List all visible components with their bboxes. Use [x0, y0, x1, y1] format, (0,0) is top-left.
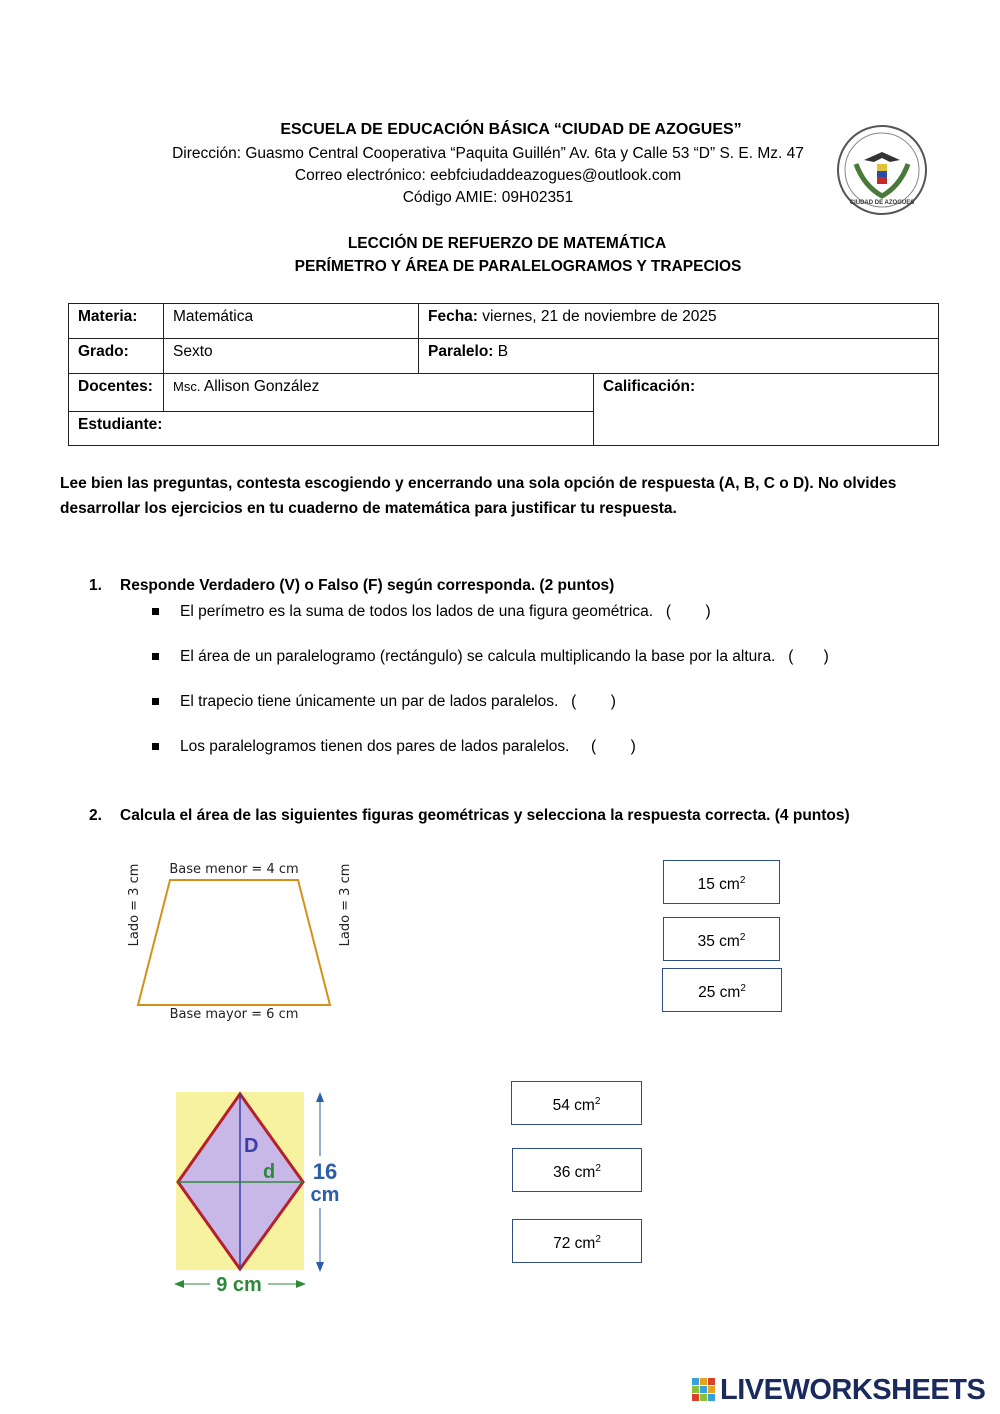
option-exponent: 2	[595, 1163, 601, 1174]
major-diagonal-label: D	[244, 1135, 259, 1157]
lado-right-label: Lado = 3 cm	[338, 863, 353, 947]
fecha-label: Fecha:	[428, 308, 478, 325]
tf-statement-2[interactable]: El área de un paralelogramo (rectángulo) se calcula multiplicando la base por la altura. ( )	[180, 648, 829, 665]
trapezoid-figure	[120, 855, 360, 1025]
tf-statement-3[interactable]: El trapecio tiene únicamente un par de lados paralelos. ( )	[180, 693, 616, 710]
question-2-title: Calcula el área de las siguientes figuras geométricas y selecciona la respuesta correcta. (4 puntos)	[120, 807, 850, 824]
docentes-value: Allison González	[200, 378, 320, 395]
width-label: 9 cm	[216, 1274, 262, 1296]
docentes-prefix: Msc.	[173, 379, 201, 394]
trapezoid-shape	[138, 880, 330, 1005]
materia-label-cell	[68, 303, 164, 339]
materia-label: Materia:	[78, 308, 138, 325]
height-value: 16	[312, 1159, 338, 1184]
docentes-label-cell	[68, 373, 164, 412]
base-mayor-label: Base mayor = 6 cm	[169, 1007, 299, 1022]
option-exponent: 2	[595, 1234, 601, 1245]
height-unit: cm	[310, 1184, 340, 1206]
option-exponent: 2	[739, 932, 746, 943]
materia-value: Matemática	[173, 308, 254, 325]
option-value: 72 cm	[553, 1235, 596, 1253]
paralelo-label: Paralelo:	[428, 343, 494, 360]
option-value: 25 cm	[698, 984, 741, 1002]
fecha-cell[interactable]	[418, 303, 939, 339]
materia-value-cell[interactable]	[163, 303, 419, 339]
docentes-label: Docentes:	[78, 378, 153, 395]
rhombus-figure	[160, 1082, 360, 1302]
rhombus-option-2[interactable]	[512, 1148, 642, 1192]
arrow-down-icon	[316, 1262, 324, 1272]
base-menor-label: Base menor = 4 cm	[169, 862, 299, 877]
question-2-number: 2.	[89, 807, 102, 824]
liveworksheets-logo-text: LIVEWORKSHEETS	[720, 1374, 986, 1406]
question-1-title: Responde Verdadero (V) o Falso (F) según corresponda. (2 puntos)	[120, 577, 615, 594]
calificacion-cell[interactable]	[593, 373, 939, 446]
lado-left-label: Lado = 3 cm	[127, 863, 142, 947]
estudiante-label: Estudiante:	[78, 416, 163, 433]
option-exponent: 2	[594, 1096, 601, 1107]
arrow-up-icon	[316, 1092, 324, 1102]
grado-value-cell[interactable]	[163, 338, 419, 374]
trapezoid-option-2[interactable]	[663, 917, 780, 961]
student-info-table	[68, 303, 939, 446]
fecha-value: viernes, 21 de noviembre de 2025	[477, 308, 717, 325]
lesson-subtitle: PERÍMETRO Y ÁREA DE PARALELOGRAMOS Y TRAPECIOS	[294, 258, 742, 275]
option-exponent: 2	[739, 875, 746, 886]
liveworksheets-logo	[692, 1374, 992, 1406]
bullet-icon	[152, 698, 159, 705]
bullet-icon	[152, 653, 159, 660]
rhombus-option-1[interactable]	[511, 1081, 642, 1125]
option-value: 54 cm	[552, 1097, 595, 1115]
bullet-icon	[152, 743, 159, 750]
liveworksheets-logo-icon	[692, 1378, 716, 1402]
seal-text: CIUDAD DE AZOGUES	[849, 200, 915, 206]
estudiante-cell[interactable]	[68, 411, 594, 446]
paralelo-value: B	[493, 343, 509, 360]
tf-statement-4[interactable]: Los paralelogramos tienen dos pares de lados paralelos. ( )	[180, 738, 636, 755]
grado-value: Sexto	[173, 343, 213, 360]
tf-statement-1[interactable]: El perímetro es la suma de todos los lados de una figura geométrica. ( )	[180, 603, 711, 620]
option-exponent: 2	[740, 983, 746, 994]
school-name: ESCUELA DE EDUCACIÓN BÁSICA “CIUDAD DE AZOGUES”	[280, 121, 742, 138]
school-amie-code: Código AMIE: 09H02351	[402, 189, 574, 206]
minor-diagonal-label: d	[263, 1161, 276, 1183]
grado-label-cell	[68, 338, 164, 374]
school-seal-logo	[834, 124, 930, 216]
school-email: Correo electrónico: eebfciudaddeazogues@outlook.com	[294, 167, 682, 184]
calificacion-label: Calificación:	[603, 378, 696, 395]
bullet-icon	[152, 608, 159, 615]
arrow-left-icon	[174, 1280, 184, 1288]
school-address: Dirección: Guasmo Central Cooperativa “Paquita Guillén” Av. 6ta y Calle 53 “D” S. E. Mz. 47	[172, 145, 804, 162]
question-1-number: 1.	[89, 577, 102, 594]
instructions-text: Lee bien las preguntas, contesta escogiendo y encerrando una sola opción de respuesta (A, B, C o D). No olvides desarrollar los ejercicios en tu cuaderno de matemática para justificar tu respuesta.	[60, 475, 897, 517]
paralelo-cell[interactable]	[418, 338, 939, 374]
grado-label: Grado:	[78, 343, 129, 360]
docentes-value-cell[interactable]	[163, 373, 594, 412]
option-value: 15 cm	[697, 876, 740, 894]
option-value: 35 cm	[697, 933, 740, 951]
option-value: 36 cm	[553, 1164, 596, 1182]
trapezoid-option-1[interactable]	[663, 860, 780, 904]
arrow-right-icon	[296, 1280, 306, 1288]
trapezoid-option-3[interactable]	[662, 968, 782, 1012]
rhombus-option-3[interactable]	[512, 1219, 642, 1263]
lesson-title: LECCIÓN DE REFUERZO DE MATEMÁTICA	[347, 235, 667, 252]
